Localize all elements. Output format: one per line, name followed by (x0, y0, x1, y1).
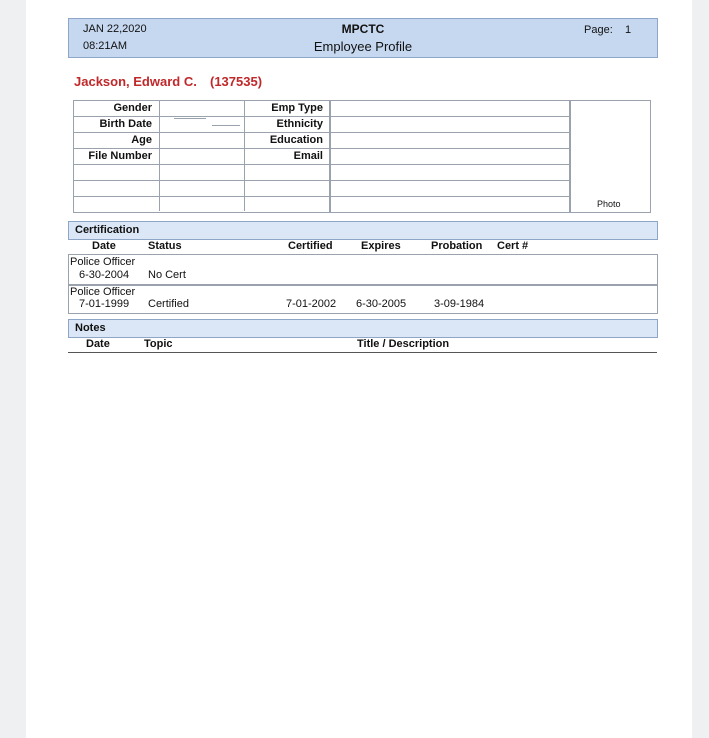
cert-date: 7-01-1999 (79, 298, 130, 310)
org-name: MPCTC (341, 22, 385, 36)
table-row (68, 284, 658, 314)
label-emp-type: Emp Type (271, 102, 323, 114)
cert-col-status: Status (148, 240, 182, 252)
report-title: Employee Profile (313, 39, 413, 54)
label-email: Email (293, 150, 323, 162)
report-time: 08:21AM (83, 40, 128, 52)
grid-rule (73, 164, 569, 165)
report-page (26, 0, 692, 738)
label-file-number: File Number (88, 150, 152, 162)
label-age: Age (131, 134, 152, 146)
cert-status: Certified (148, 298, 189, 310)
label-ethnicity: Ethnicity (276, 118, 323, 130)
cert-col-certified: Certified (288, 240, 333, 252)
certification-section-bar (68, 221, 658, 240)
notes-col-title-description: Title / Description (357, 338, 450, 350)
photo-box (569, 100, 651, 213)
photo-label: Photo (597, 199, 621, 209)
cert-title: Police Officer (70, 256, 136, 268)
blank-dash (212, 125, 240, 126)
notes-col-date: Date (86, 338, 110, 350)
employee-name: Jackson, Edward C. (74, 74, 197, 89)
certification-title: Certification (75, 224, 140, 236)
report-header (68, 18, 658, 58)
cert-probation-date: 3-09-1984 (434, 298, 485, 310)
grid-rule (73, 196, 569, 197)
cert-title: Police Officer (70, 286, 136, 298)
label-birth-date: Birth Date (99, 118, 152, 130)
cert-col-probation: Probation (431, 240, 483, 252)
employee-id: (137535) (210, 74, 263, 89)
grid-rule (73, 180, 569, 181)
grid-rule (73, 116, 569, 117)
grid-rule (73, 148, 569, 149)
cert-col-expires: Expires (361, 240, 401, 252)
cert-certified-date: 7-01-2002 (286, 298, 337, 310)
blank-dash (174, 118, 206, 119)
report-date: JAN 22,2020 (83, 23, 147, 35)
table-row (68, 254, 658, 286)
page-label: Page: (584, 24, 613, 36)
cert-expires-date: 6-30-2005 (356, 298, 407, 310)
cert-date: 6-30-2004 (79, 269, 130, 281)
cert-col-date: Date (92, 240, 116, 252)
notes-section-bar (68, 319, 658, 338)
notes-title: Notes (75, 322, 106, 334)
label-education: Education (269, 134, 323, 146)
label-gender: Gender (113, 102, 152, 114)
notes-header-rule (68, 352, 657, 353)
grid-rule (73, 132, 569, 133)
notes-col-topic: Topic (144, 338, 173, 350)
cert-col-cert-no: Cert # (497, 240, 529, 252)
cert-status: No Cert (148, 269, 186, 281)
page-number: 1 (625, 24, 632, 36)
